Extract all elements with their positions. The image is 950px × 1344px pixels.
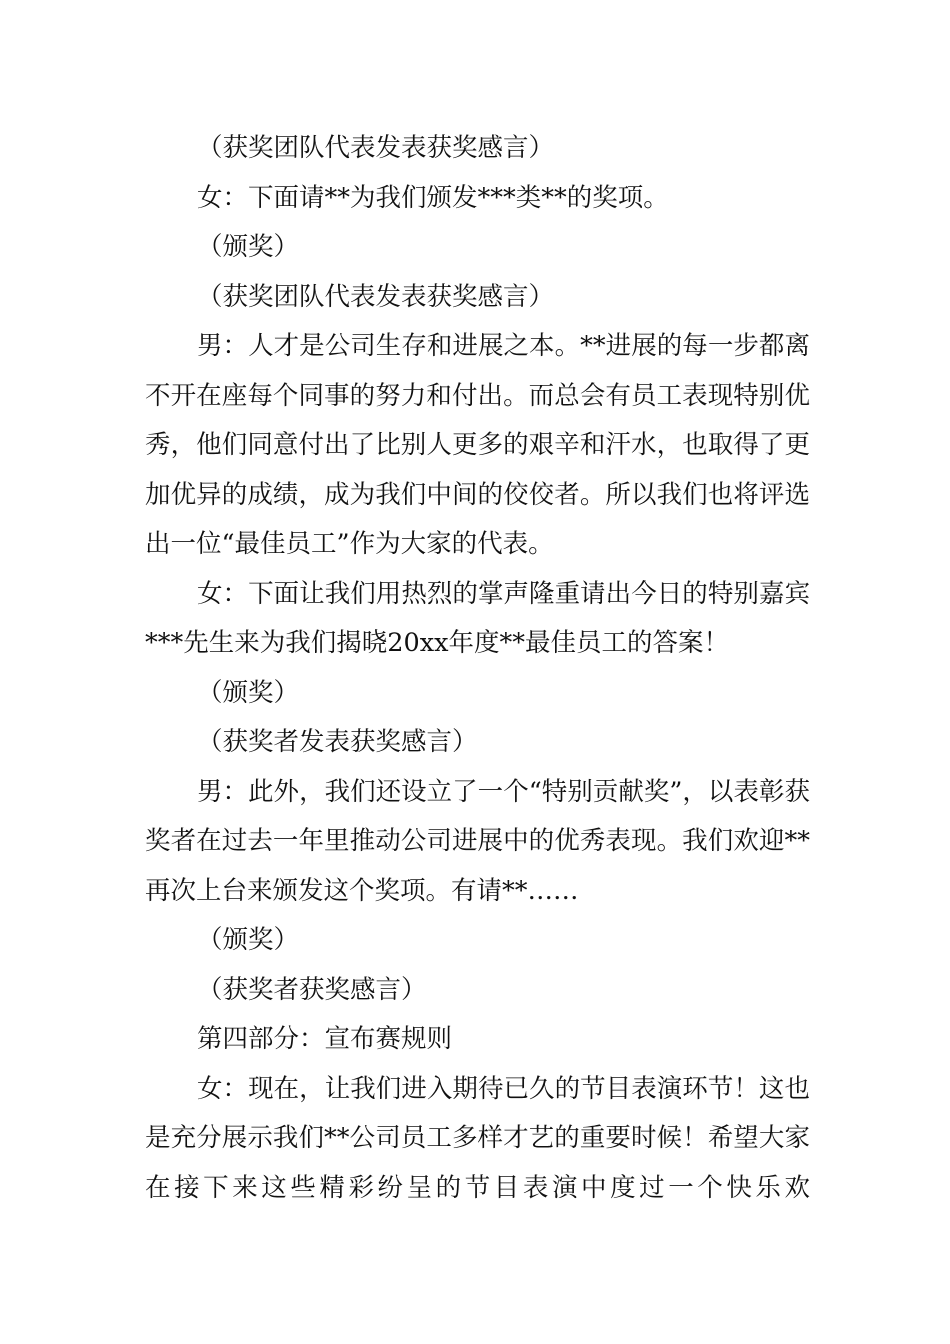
paragraph-6 (145, 570, 810, 669)
paragraph-9 (145, 768, 810, 917)
text-line: 女：下面请**为我们颁发***类**的奖项。 (197, 182, 669, 213)
text-line: 男：此外，我们还设立了一个“特别贡献奖”，以表 (197, 776, 759, 807)
paragraph-13 (145, 1065, 810, 1214)
text-line: （获奖团队代表发表获奖感言） (197, 133, 555, 163)
text-line: （获奖团队代表发表获奖感言） (197, 281, 555, 312)
text-line: 离不开在座每个同事的努力和付出。而总会有员工表现特 (145, 331, 810, 411)
paragraph-8 (145, 718, 810, 768)
text-line: 得了更加优异的成绩，成为我们中间的佼佼者。所以我们 (145, 430, 810, 510)
text-line: 宾***先生来为我们揭晓20xx年度**最佳员工的答案！ (145, 578, 810, 658)
text-line: 彰获奖者在过去一年里推动公司进展中的优秀表现。我们 (145, 776, 810, 856)
paragraph-5 (145, 322, 810, 570)
text-line: 欢迎**再次上台来颁发这个奖项。有请**…… (145, 826, 810, 906)
paragraph-4 (145, 273, 810, 323)
text-line: 别优秀，他们同意付出了比别人更多的艰辛和汗水，也取 (145, 380, 810, 460)
text-line: 第四部分：宣布赛规则 (197, 1024, 453, 1054)
text-line: 也是充分展示我们**公司员工多样才艺的重要时候！希望 (145, 1073, 810, 1153)
text-line: 男：人才是公司生存和进展之本。**进展的每一步都 (197, 331, 785, 361)
paragraph-10 (145, 916, 810, 966)
text-line: （颁奖） (197, 232, 300, 262)
text-line: 女：现在，让我们进入期待已久的节目表演环节！这 (197, 1073, 785, 1104)
paragraph-2 (145, 174, 810, 224)
paragraph-11 (145, 966, 810, 1016)
document-body (145, 124, 810, 1213)
paragraph-3 (145, 223, 810, 273)
text-line: （获奖者获奖感言） (197, 974, 427, 1005)
paragraph-7 (145, 669, 810, 719)
paragraph-1 (145, 124, 810, 174)
text-line: 大家在接下来这些精彩纷呈的节目表演中度过一个快乐欢 (145, 1123, 810, 1203)
text-line: （获奖者发表获奖感言） (197, 727, 478, 757)
text-line: 女：下面让我们用热烈的掌声隆重请出今日的特别嘉 (197, 578, 785, 609)
text-line: （颁奖） (197, 925, 300, 955)
section-heading (145, 1015, 810, 1065)
text-line: （颁奖） (197, 677, 300, 708)
text-line: 也将评选出一位“最佳员工”作为大家的代表。 (145, 479, 810, 559)
